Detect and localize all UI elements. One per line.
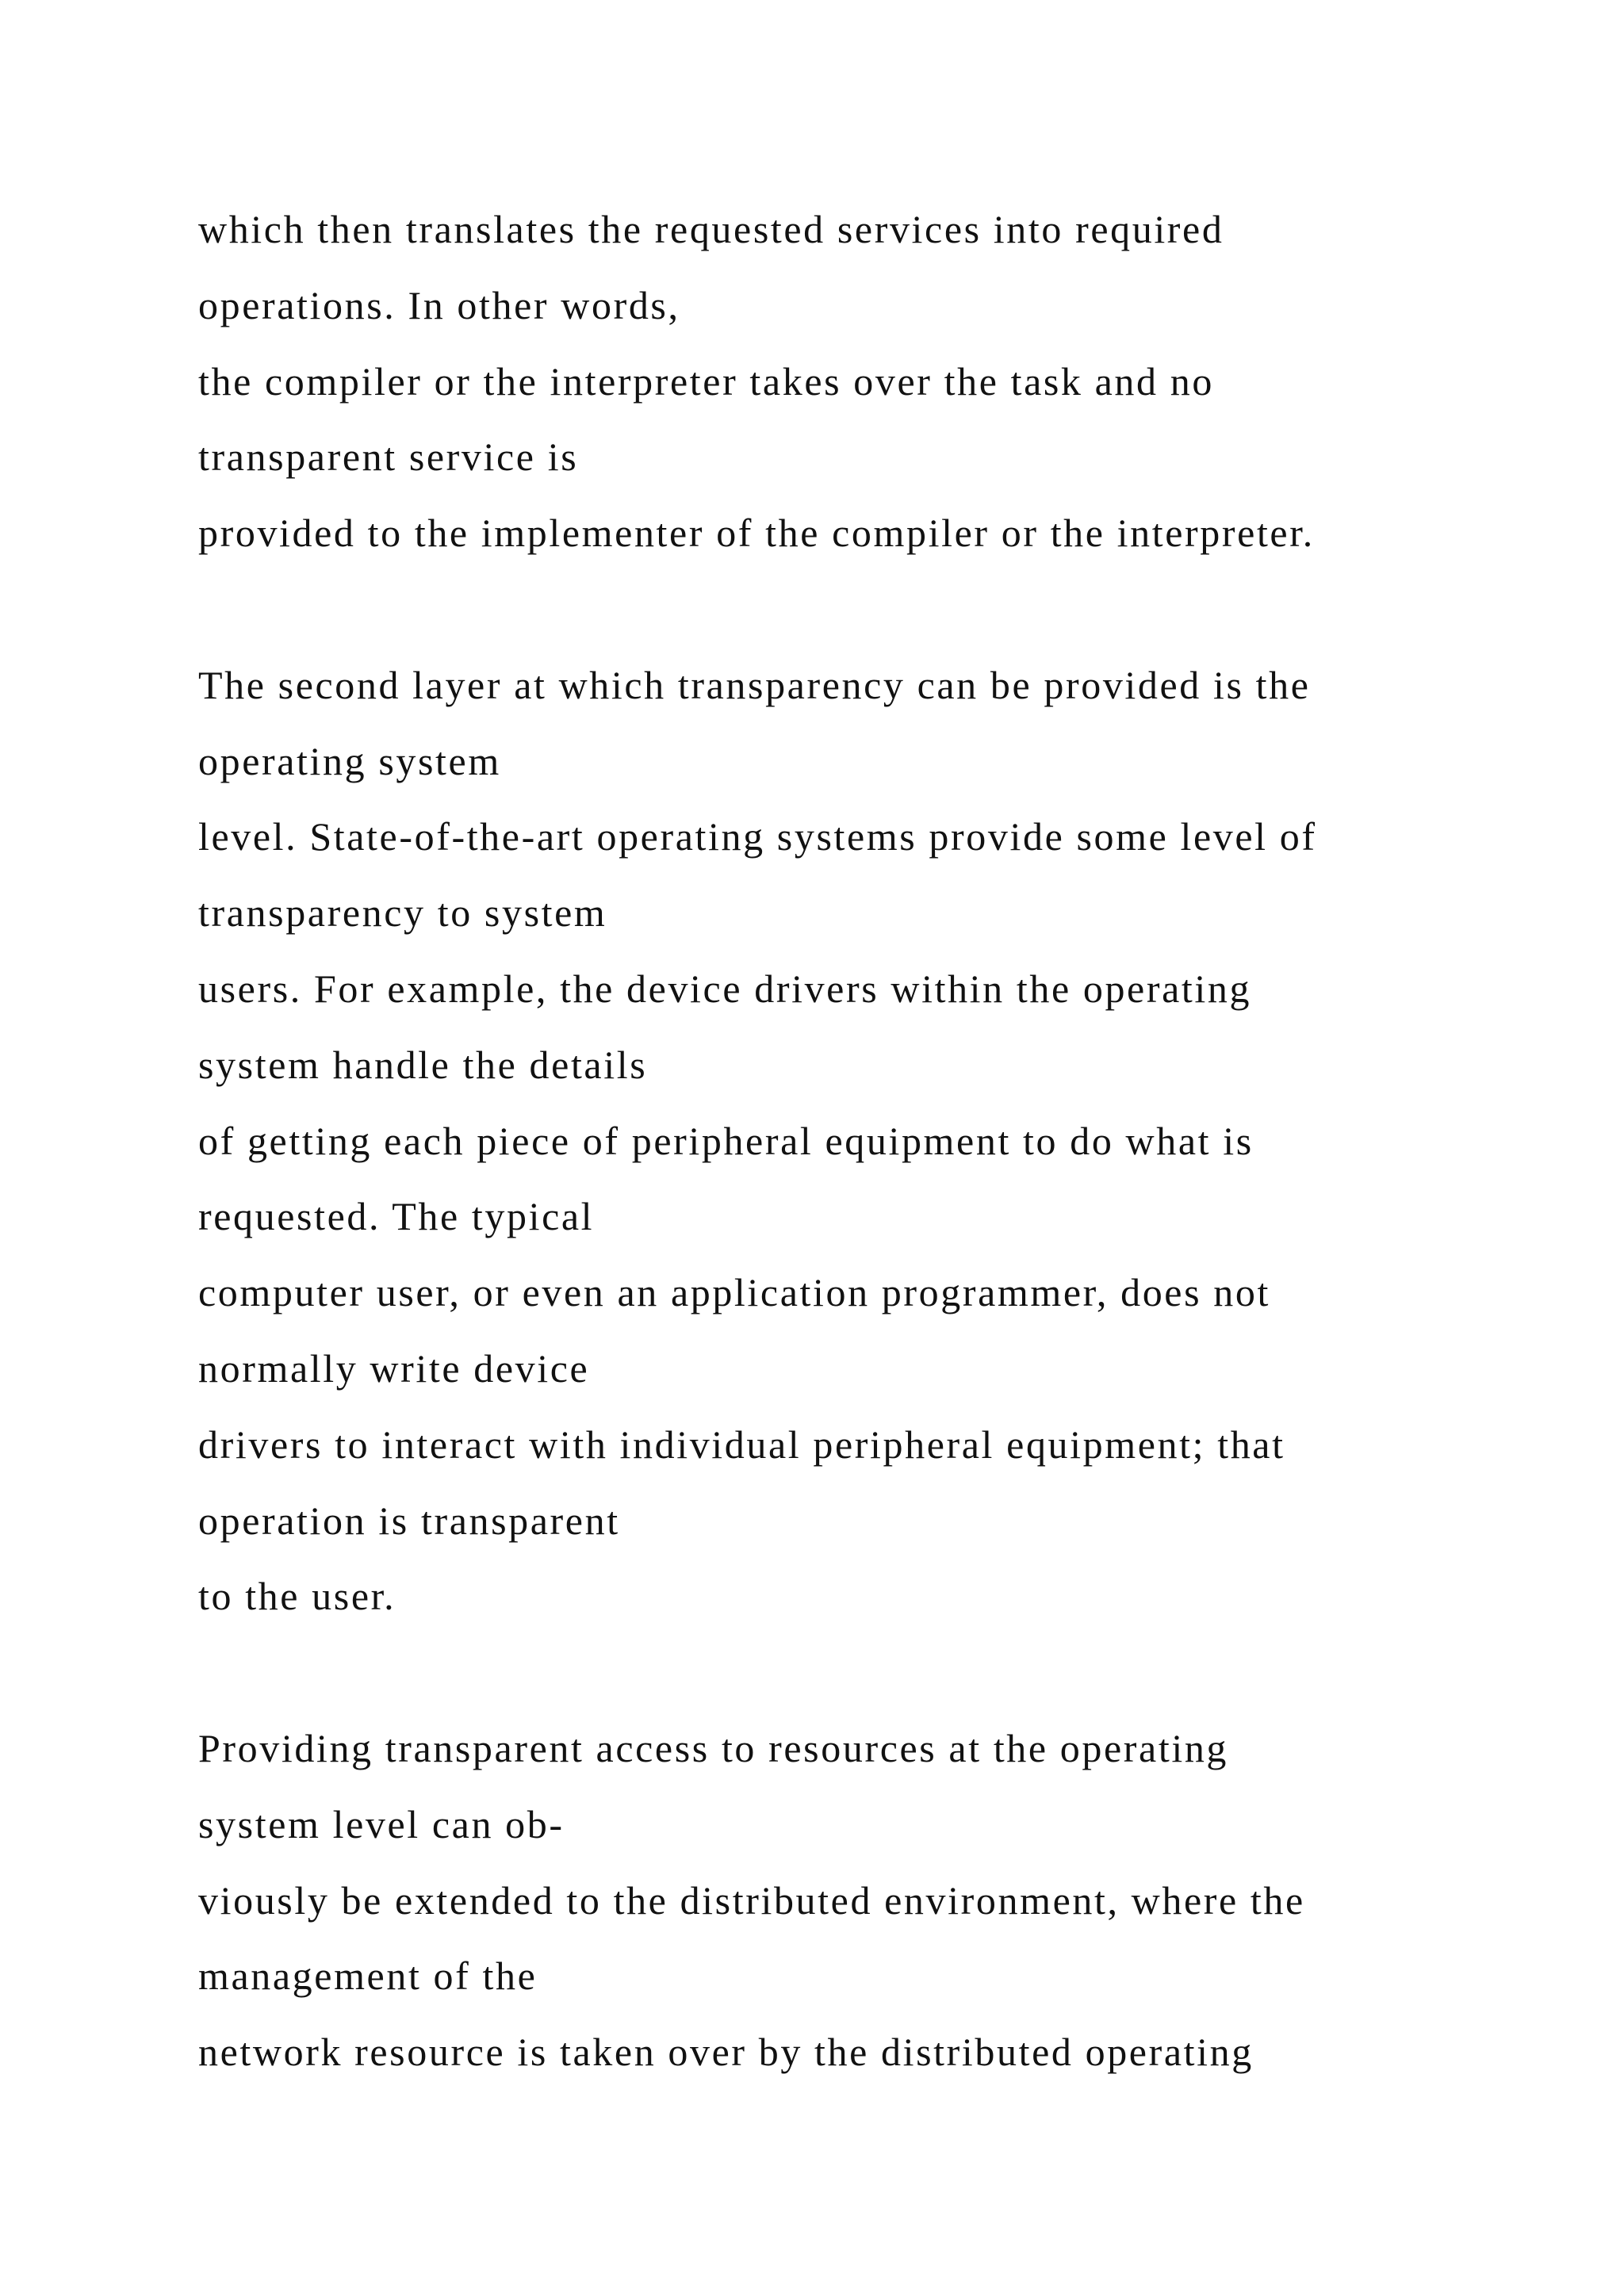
text-line: users. For example, the device drivers within the operating (198, 966, 1252, 1011)
text-line: operation is transparent (198, 1498, 620, 1543)
text-line: which then translates the requested services into required (198, 207, 1224, 251)
text-line: requested. The typical (198, 1194, 595, 1239)
text-line: drivers to interact with individual peripheral equipment; that (198, 1422, 1285, 1467)
text-line: viously be extended to the distributed environment, where the (198, 1877, 1305, 1923)
text-line: management of the (198, 1954, 538, 1999)
text-line: system handle the details (198, 1042, 648, 1087)
text-line: level. State-of-the-art operating systems provide some level of (198, 814, 1317, 859)
text-line: of getting each piece of peripheral equipment to do what is (198, 1118, 1254, 1163)
text-line: the compiler or the interpreter takes over the task and no (198, 358, 1214, 404)
text-line: computer user, or even an application programmer, does not (198, 1270, 1270, 1315)
text-line: normally write device (198, 1345, 590, 1391)
text-line: transparent service is (198, 434, 579, 480)
document-body-text (198, 192, 1546, 2091)
text-line: network resource is taken over by the distributed operating (198, 2030, 1254, 2075)
text-line: transparency to system (198, 890, 607, 936)
text-line: The second layer at which transparency can be provided is the (198, 662, 1311, 707)
paragraph-gap (198, 1635, 1546, 1711)
text-line: system level can ob- (198, 1801, 565, 1846)
text-line: operating system (198, 738, 501, 783)
paragraph-gap (198, 572, 1546, 648)
text-line: operations. In other words, (198, 282, 680, 327)
text-line: to the user. (198, 1574, 396, 1619)
text-line: Providing transparent access to resources at the operating (198, 1725, 1229, 1770)
text-line: provided to the implementer of the compiler or the interpreter. (198, 511, 1315, 556)
